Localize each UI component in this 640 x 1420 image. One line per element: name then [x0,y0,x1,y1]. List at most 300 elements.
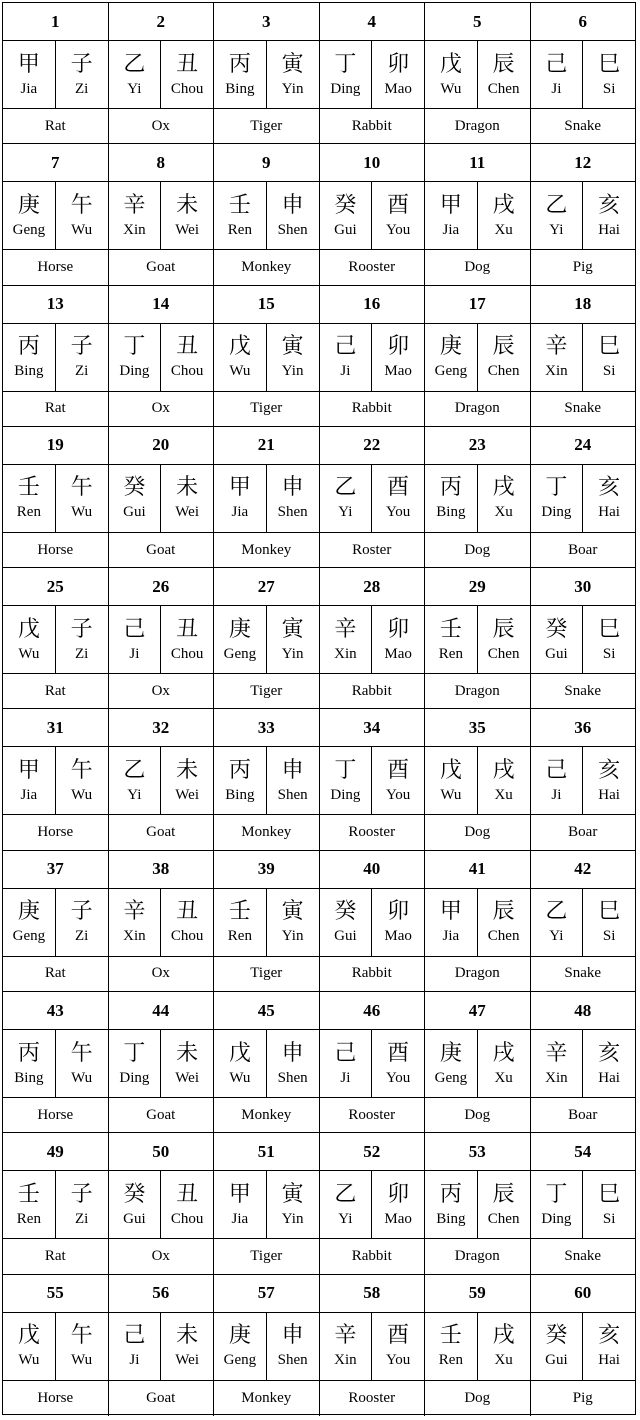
stem-branch-pair [214,41,320,108]
stem-romanization: Yi [338,504,353,521]
earthly-branch-cell [56,606,108,673]
branch-romanization: Zi [74,645,89,662]
heavenly-stem-cell [214,465,267,532]
heavenly-stem-cell [109,1171,162,1238]
zodiac-animal: Monkey [214,533,320,567]
stem-romanization: Ding [330,80,361,97]
cycle-number: 35 [425,709,531,746]
branch-romanization: Chou [170,928,204,945]
branch-romanization: Wei [175,1069,200,1086]
stem-romanization: Gui [545,1352,568,1369]
branch-romanization: Mao [384,928,412,945]
animal-row [3,957,635,991]
zodiac-animal: Ox [109,957,215,991]
cycle-number: 25 [3,568,109,605]
cycle-number: 8 [109,144,215,181]
earthly-branch-cell [583,889,635,956]
zodiac-animal: Ox [109,109,215,143]
stem-character: 庚 [228,1323,251,1349]
cycle-number: 34 [320,709,426,746]
cycle-number: 54 [574,1141,592,1161]
stem-character: 戊 [439,757,462,783]
branch-romanization: Yin [281,80,304,97]
branch-character: 申 [281,1323,304,1349]
number-row [3,992,635,1030]
branch-character: 子 [70,616,93,642]
earthly-branch-cell [161,889,213,956]
stem-branch-pair [425,1313,531,1380]
branch-romanization: Shen [277,1069,308,1086]
zodiac-animal: Rabbit [320,674,426,708]
stem-character: 乙 [334,1181,357,1207]
cycle-row-block [3,1275,635,1416]
branch-character: 午 [70,757,93,783]
branch-romanization: Xu [494,504,513,521]
branch-romanization: You [385,1069,411,1086]
branch-character: 寅 [281,1181,304,1207]
heavenly-stem-cell [214,747,267,814]
stem-romanization: Ji [340,363,351,380]
stem-romanization: Wu [18,645,40,662]
earthly-branch-cell [267,889,319,956]
zodiac-animal: Rat [3,109,109,143]
stem-branch-pair [425,606,531,673]
earthly-branch-cell [372,889,424,956]
stem-romanization: Geng [12,221,46,238]
earthly-branch-cell [372,747,424,814]
heavenly-stem-cell [320,606,373,673]
stem-romanization: Gui [123,1210,146,1227]
zodiac-animal: Goat [109,1098,215,1132]
branch-romanization: Hai [598,221,620,238]
zodiac-animal: Rat [3,957,109,991]
zodiac-animal: Dog [425,1098,531,1132]
cycle-number: 43 [3,992,109,1029]
stem-branch-pair [3,747,109,814]
character-row [3,606,635,674]
zodiac-animal: Dog [425,533,531,567]
heavenly-stem-cell [320,747,373,814]
earthly-branch-cell [267,1030,319,1097]
branch-character: 酉 [387,192,410,218]
zodiac-animal: Snake [564,1248,602,1265]
stem-romanization: Yi [127,80,142,97]
stem-branch-pair [109,1030,215,1097]
stem-character: 乙 [545,192,568,218]
earthly-branch-cell [161,41,213,108]
cycle-number: 38 [109,851,215,888]
stem-character: 辛 [545,1040,568,1066]
stem-branch-pair [109,606,215,673]
heavenly-stem-cell [3,465,56,532]
branch-character: 亥 [598,1323,621,1349]
heavenly-stem-cell [3,606,56,673]
stem-romanization: Ding [541,1210,572,1227]
branch-romanization: Zi [74,80,89,97]
heavenly-stem-cell [425,324,478,391]
zodiac-animal: Snake [564,965,602,982]
branch-romanization: Mao [384,645,412,662]
branch-romanization: Chen [487,645,520,662]
stem-character: 甲 [17,757,40,783]
zodiac-animal: Pig [572,1389,593,1406]
heavenly-stem-cell [214,324,267,391]
zodiac-animal: Ox [109,1239,215,1273]
stem-character: 丁 [334,51,357,77]
branch-character: 午 [70,1040,93,1066]
cycle-number: 50 [109,1133,215,1170]
zodiac-animal: Rabbit [320,392,426,426]
stem-romanization: Yi [549,221,564,238]
heavenly-stem-cell [109,747,162,814]
earthly-branch-cell [372,606,424,673]
cycle-number: 4 [320,3,426,40]
stem-branch-pair [109,41,215,108]
cycle-number: 1 [3,3,109,40]
cycle-number: 2 [109,3,215,40]
stem-branch-pair [320,41,426,108]
branch-romanization: Hai [598,1069,620,1086]
stem-character: 己 [123,1323,146,1349]
stem-character: 戊 [228,1040,251,1066]
branch-character: 申 [281,1040,304,1066]
stem-character: 乙 [545,899,568,925]
stem-romanization: Yi [338,1210,353,1227]
cycle-number: 30 [574,576,592,596]
stem-branch-pair [531,1171,636,1238]
branch-character: 午 [70,192,93,218]
zodiac-animal: Goat [109,250,215,284]
stem-branch-pair [3,606,109,673]
character-row [3,324,635,392]
branch-romanization: Hai [598,1352,620,1369]
branch-character: 未 [176,1040,199,1066]
stem-branch-pair [109,182,215,249]
cycle-number: 57 [214,1275,320,1312]
branch-character: 戌 [492,757,515,783]
stem-romanization: Yi [127,786,142,803]
stem-romanization: Bing [14,363,44,380]
branch-character: 申 [281,757,304,783]
branch-romanization: Hai [598,786,620,803]
stem-character: 丙 [228,51,251,77]
earthly-branch-cell [372,465,424,532]
character-row [3,41,635,109]
heavenly-stem-cell [109,606,162,673]
stem-branch-pair [214,1171,320,1238]
heavenly-stem-cell [531,889,584,956]
stem-romanization: Bing [436,504,466,521]
zodiac-animal: Pig [572,258,593,275]
earthly-branch-cell [478,41,530,108]
heavenly-stem-cell [531,1030,584,1097]
stem-romanization: Bing [436,1210,466,1227]
cycle-number: 9 [214,144,320,181]
zodiac-animal: Dragon [425,1239,531,1273]
stem-character: 丙 [17,334,40,360]
stem-branch-pair [425,747,531,814]
branch-character: 巳 [598,1181,621,1207]
number-row [3,1275,635,1313]
stem-romanization: Bing [225,80,255,97]
stem-character: 壬 [439,1323,462,1349]
branch-character: 巳 [598,51,621,77]
cycle-row-block [3,286,635,427]
branch-character: 卯 [387,616,410,642]
branch-character: 辰 [492,334,515,360]
zodiac-animal: Monkey [214,250,320,284]
earthly-branch-cell [56,889,108,956]
branch-character: 酉 [387,1040,410,1066]
stem-character: 甲 [439,899,462,925]
zodiac-animal: Tiger [214,1239,320,1273]
heavenly-stem-cell [320,182,373,249]
cycle-number: 56 [109,1275,215,1312]
cycle-number: 33 [214,709,320,746]
branch-romanization: Xu [494,786,513,803]
branch-character: 未 [176,1323,199,1349]
stem-character: 甲 [228,1181,251,1207]
stem-branch-pair [109,324,215,391]
heavenly-stem-cell [425,747,478,814]
heavenly-stem-cell [3,889,56,956]
earthly-branch-cell [478,465,530,532]
branch-character: 辰 [492,1181,515,1207]
branch-character: 子 [70,899,93,925]
cycle-number: 27 [214,568,320,605]
heavenly-stem-cell [425,606,478,673]
branch-character: 卯 [387,1181,410,1207]
cycle-number: 55 [3,1275,109,1312]
character-row [3,889,635,957]
zodiac-animal: Snake [564,400,602,417]
cycle-number: 15 [214,286,320,323]
zodiac-animal: Dragon [425,392,531,426]
heavenly-stem-cell [531,324,584,391]
branch-character: 未 [176,475,199,501]
branch-romanization: Chen [487,80,520,97]
earthly-branch-cell [583,1030,635,1097]
stem-romanization: Ji [551,80,562,97]
cycle-number: 36 [574,717,592,737]
branch-romanization: Wu [71,786,93,803]
stem-character: 辛 [123,192,146,218]
stem-character: 戊 [228,334,251,360]
branch-character: 辰 [492,616,515,642]
branch-character: 亥 [598,475,621,501]
earthly-branch-cell [267,465,319,532]
heavenly-stem-cell [425,41,478,108]
stem-branch-pair [3,41,109,108]
cycle-number: 46 [320,992,426,1029]
stem-branch-pair [320,889,426,956]
branch-romanization: Chou [170,1210,204,1227]
stem-romanization: Gui [334,928,357,945]
earthly-branch-cell [56,324,108,391]
stem-romanization: Xin [123,221,146,238]
zodiac-animal: Rooster [320,815,426,849]
animal-row [3,533,635,567]
earthly-branch-cell [583,465,635,532]
branch-romanization: Mao [384,363,412,380]
cycle-number: 39 [214,851,320,888]
cycle-number: 13 [3,286,109,323]
branch-character: 酉 [387,757,410,783]
stem-character: 辛 [334,1323,357,1349]
cycle-number: 37 [3,851,109,888]
stem-branch-pair [320,1313,426,1380]
animal-row [3,674,635,708]
branch-character: 酉 [387,1323,410,1349]
earthly-branch-cell [161,1313,213,1380]
stem-branch-pair [531,1313,636,1380]
stem-romanization: Ren [227,928,252,945]
branch-character: 丑 [176,334,199,360]
stem-character: 癸 [334,192,357,218]
number-row [3,568,635,606]
cycle-row-block [3,427,635,568]
stem-character: 癸 [545,1323,568,1349]
heavenly-stem-cell [531,465,584,532]
stem-romanization: Ding [119,1069,150,1086]
zodiac-animal: Monkey [214,1098,320,1132]
branch-romanization: Chou [170,80,204,97]
zodiac-animal: Boar [568,541,598,558]
stem-character: 丁 [123,334,146,360]
earthly-branch-cell [478,606,530,673]
earthly-branch-cell [267,324,319,391]
heavenly-stem-cell [531,182,584,249]
stem-branch-pair [3,889,109,956]
earthly-branch-cell [372,41,424,108]
stem-romanization: Xin [545,363,568,380]
earthly-branch-cell [478,1171,530,1238]
stem-branch-pair [320,465,426,532]
stem-branch-pair [425,41,531,108]
branch-character: 申 [281,475,304,501]
stem-romanization: Ji [340,1069,351,1086]
earthly-branch-cell [478,182,530,249]
heavenly-stem-cell [3,182,56,249]
zodiac-animal: Horse [3,250,109,284]
cycle-number: 20 [109,427,215,464]
heavenly-stem-cell [531,1171,584,1238]
earthly-branch-cell [161,465,213,532]
branch-romanization: You [385,786,411,803]
earthly-branch-cell [478,324,530,391]
stem-romanization: Xin [334,645,357,662]
stem-character: 壬 [17,1181,40,1207]
cycle-number: 28 [320,568,426,605]
branch-character: 巳 [598,899,621,925]
earthly-branch-cell [267,606,319,673]
cycle-number: 52 [320,1133,426,1170]
branch-romanization: Wu [71,1069,93,1086]
branch-romanization: Wei [175,504,200,521]
earthly-branch-cell [583,182,635,249]
stem-branch-pair [320,747,426,814]
zodiac-animal: Horse [3,815,109,849]
zodiac-animal: Horse [3,1381,109,1416]
heavenly-stem-cell [3,1171,56,1238]
branch-character: 寅 [281,334,304,360]
earthly-branch-cell [478,747,530,814]
earthly-branch-cell [478,1313,530,1380]
stem-branch-pair [425,182,531,249]
cycle-number: 26 [109,568,215,605]
zodiac-animal: Rooster [320,1098,426,1132]
stem-romanization: Ren [16,504,41,521]
heavenly-stem-cell [109,1030,162,1097]
stem-character: 乙 [123,51,146,77]
zodiac-animal: Snake [564,682,602,699]
cycle-number: 47 [425,992,531,1029]
stem-romanization: Ji [129,1352,140,1369]
stem-romanization: Xin [123,928,146,945]
branch-romanization: Zi [74,363,89,380]
branch-character: 申 [281,192,304,218]
stem-romanization: Yi [549,928,564,945]
character-row [3,1030,635,1098]
branch-romanization: Chen [487,928,520,945]
stem-character: 庚 [228,616,251,642]
stem-branch-pair [109,1171,215,1238]
stem-character: 癸 [334,899,357,925]
zodiac-animal: Rat [3,674,109,708]
branch-romanization: Yin [281,363,304,380]
branch-romanization: You [385,221,411,238]
branch-romanization: Si [602,645,616,662]
cycle-row-block [3,144,635,285]
stem-romanization: Geng [434,1069,468,1086]
heavenly-stem-cell [320,465,373,532]
stem-romanization: Xin [545,1069,568,1086]
stem-character: 己 [334,1040,357,1066]
heavenly-stem-cell [531,41,584,108]
stem-romanization: Jia [442,928,460,945]
cycle-number: 44 [109,992,215,1029]
stem-romanization: Ji [551,786,562,803]
zodiac-animal: Rooster [320,250,426,284]
earthly-branch-cell [56,1030,108,1097]
earthly-branch-cell [583,324,635,391]
cycle-number: 5 [425,3,531,40]
stem-character: 乙 [123,757,146,783]
branch-character: 辰 [492,51,515,77]
heavenly-stem-cell [320,1030,373,1097]
cycle-number: 12 [574,152,592,172]
branch-romanization: Xu [494,221,513,238]
zodiac-animal: Rabbit [320,1239,426,1273]
earthly-branch-cell [583,1171,635,1238]
earthly-branch-cell [161,1030,213,1097]
stem-branch-pair [109,465,215,532]
earthly-branch-cell [372,182,424,249]
heavenly-stem-cell [320,1313,373,1380]
cycle-row-block [3,851,635,992]
heavenly-stem-cell [214,889,267,956]
heavenly-stem-cell [531,747,584,814]
animal-row [3,1239,635,1273]
earthly-branch-cell [161,606,213,673]
stem-romanization: Geng [12,928,46,945]
stem-branch-pair [531,1030,636,1097]
cycle-number: 3 [214,3,320,40]
stem-branch-pair [531,465,636,532]
sexagenary-cycle-table [2,2,636,1415]
stem-romanization: Wu [440,786,462,803]
branch-romanization: Wei [175,1352,200,1369]
